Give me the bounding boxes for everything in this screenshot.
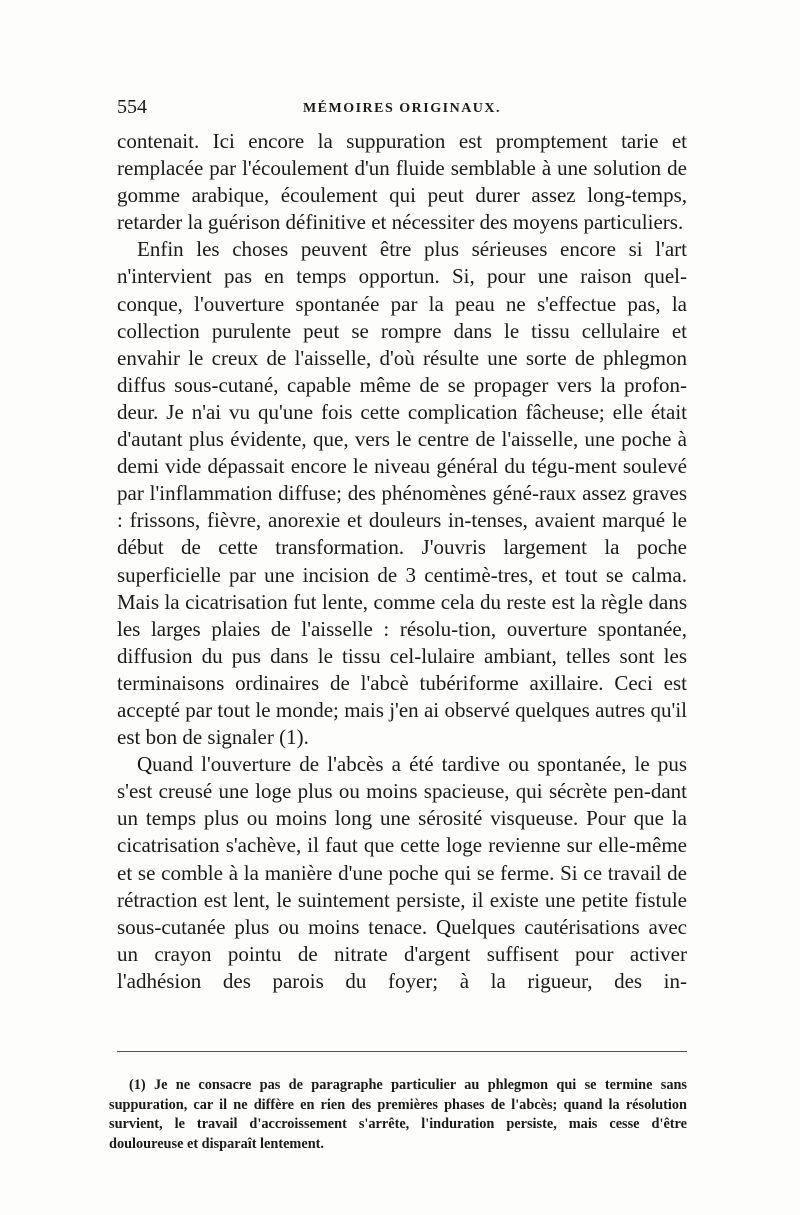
- page-number: 554: [117, 96, 147, 118]
- footnote-text: (1) Je ne consacre pas de paragraphe particulier au phlegmon qui se termine sans suppuration, car il ne diffère en rien des premières phases de l'abcès; quand la résolution survient, le travail d'accroissement s'arrête, l'induration persiste, mais cesse d'être douloureuse et disparaît lentement.: [109, 1077, 687, 1152]
- footnote: [109, 1076, 687, 1154]
- page-header: [117, 96, 687, 126]
- body-text: [117, 128, 687, 995]
- running-head: MÉMOIRES ORIGINAUX.: [302, 101, 502, 116]
- paragraph-2: Enfin les choses peuvent être plus sérieuses encore si l'art n'intervient pas en temps opportun. Si, pour une raison quel-conque, l'ouverture spontanée par la peau ne s'effectue pas, la collection purulente peut se rompre dans le tissu cellulaire et envahir le creux de l'aisselle, d'où résulte une sorte de phlegmon diffus sous-cutané, capable même de se propager vers la profon-deur. Je n'ai vu qu'une fois cette complication fâcheuse; elle était d'autant plus évidente, que, vers le centre de l'aisselle, une poche à demi vide dépassait encore le niveau général du tégu-ment soulevé par l'inflammation diffuse; des phénomènes géné-raux assez graves : frissons, fièvre, anorexie et douleurs in-tenses, avaient marqué le début de cette transformation. J'ouvris largement la poche superficielle par une incision de 3 centimè-tres, et tout se calma. Mais la cicatrisation fut lente, comme cela du reste est la règle dans les larges plaies de l'aisselle : résolu-tion, ouverture spontanée, diffusion du pus dans le tissu cel-lulaire ambiant, telles sont les terminaisons ordinaires de l'abcè tubériforme axillaire. Ceci est accepté par tout le monde; mais j'en ai observé quelques autres qu'il est bon de signaler (1).: [117, 237, 687, 750]
- paragraph-1: contenait. Ici encore la suppuration est promptement tarie et remplacée par l'écoulement d'un fluide semblable à une solution de gomme arabique, écoulement qui peut durer assez long-temps, retarder la guérison définitive et nécessiter des moyens particuliers.: [117, 129, 687, 235]
- paragraph-3: Quand l'ouverture de l'abcès a été tardive ou spontanée, le pus s'est creusé une loge plus ou moins spacieuse, qui sécrète pen-dant un temps plus ou moins long une sérosité visqueuse. Pour que la cicatrisation s'achève, il faut que cette loge revienne sur elle-même et se comble à la manière d'une poche qui se ferme. Si ce travail de rétraction est lent, le suintement persiste, il existe une petite fistule sous-cutanée plus ou moins tenace. Quelques cautérisations avec un crayon pointu de nitrate d'argent suffisent pour activer l'adhésion des parois du foyer; à la rigueur, des in-: [117, 752, 687, 993]
- footnote-rule: [117, 1051, 687, 1052]
